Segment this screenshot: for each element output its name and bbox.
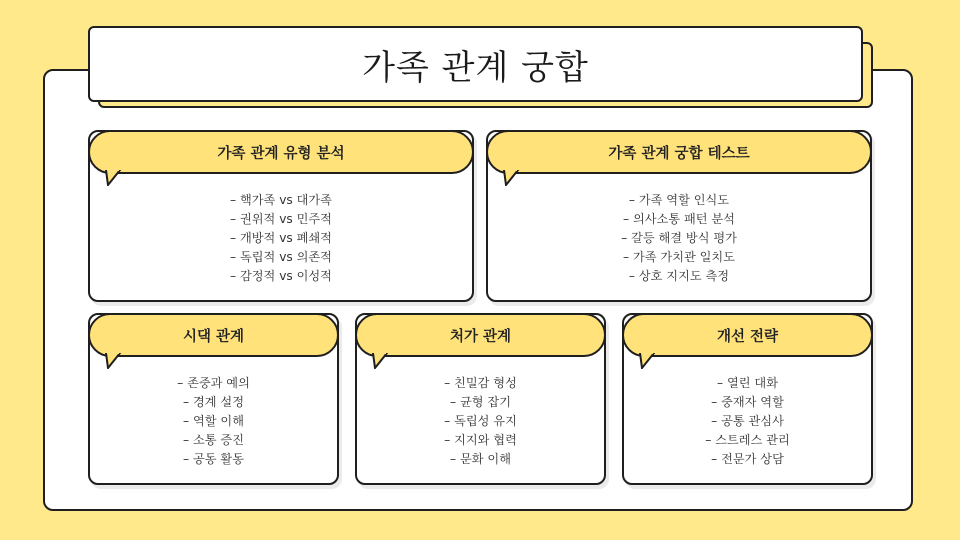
list-item: – 균형 잡기 xyxy=(450,395,511,409)
list-item: – 가족 가치관 일치도 xyxy=(623,250,735,264)
list-item: – 중재자 역할 xyxy=(711,395,784,409)
card-header-bubble xyxy=(355,313,606,357)
list-item: – 경계 설정 xyxy=(183,395,244,409)
list-item: – 역할 이해 xyxy=(183,414,244,428)
card-title: 처가 관계 xyxy=(449,328,512,345)
card-header-bubble xyxy=(622,313,873,357)
list-item: – 열린 대화 xyxy=(717,376,778,390)
speech-tail-icon xyxy=(371,353,397,369)
card-title: 개선 전략 xyxy=(716,328,779,345)
list-item: – 핵가족 vs 대가족 xyxy=(230,193,332,207)
list-item: – 가족 역할 인식도 xyxy=(628,193,730,207)
card-item-list xyxy=(357,374,604,469)
card-header-bubble xyxy=(88,313,339,357)
card-title: 시댁 관계 xyxy=(182,328,245,345)
card-item-list xyxy=(90,374,337,469)
list-item: – 친밀감 형성 xyxy=(444,376,517,390)
card-item-list xyxy=(90,191,472,286)
card-item-list xyxy=(488,191,870,286)
speech-tail-icon xyxy=(104,170,130,186)
list-item: – 공통 관심사 xyxy=(711,414,784,428)
card-improvement-strategy xyxy=(622,313,873,485)
list-item: – 감정적 vs 이성적 xyxy=(230,269,332,283)
card-header-bubble xyxy=(486,130,872,174)
list-item: – 공동 활동 xyxy=(183,452,244,466)
card-wife-family xyxy=(355,313,606,485)
card-title: 가족 관계 궁합 테스트 xyxy=(608,145,750,162)
speech-tail-icon xyxy=(104,353,130,369)
card-relationship-types xyxy=(88,130,474,302)
card-title: 가족 관계 유형 분석 xyxy=(217,145,345,162)
page-title: 가족 관계 궁합 xyxy=(362,47,589,88)
list-item: – 권위적 vs 민주적 xyxy=(230,212,332,226)
list-item: – 문화 이해 xyxy=(450,452,511,466)
list-item: – 개방적 vs 폐쇄적 xyxy=(230,231,332,245)
list-item: – 존중과 예의 xyxy=(177,376,250,390)
card-item-list xyxy=(624,374,871,469)
card-husband-family xyxy=(88,313,339,485)
card-header-bubble xyxy=(88,130,474,174)
list-item: – 지지와 협력 xyxy=(444,433,517,447)
list-item: – 독립적 vs 의존적 xyxy=(230,250,332,264)
card-compatibility-test xyxy=(486,130,872,302)
speech-tail-icon xyxy=(502,170,528,186)
list-item: – 의사소통 패턴 분석 xyxy=(623,212,735,226)
list-item: – 소통 증진 xyxy=(183,433,244,447)
list-item: – 스트레스 관리 xyxy=(705,433,790,447)
list-item: – 전문가 상담 xyxy=(711,452,784,466)
list-item: – 독립성 유지 xyxy=(444,414,517,428)
speech-tail-icon xyxy=(638,353,664,369)
title-banner xyxy=(88,26,863,102)
list-item: – 상호 지지도 측정 xyxy=(628,269,730,283)
list-item: – 갈등 해결 방식 평가 xyxy=(621,231,737,245)
